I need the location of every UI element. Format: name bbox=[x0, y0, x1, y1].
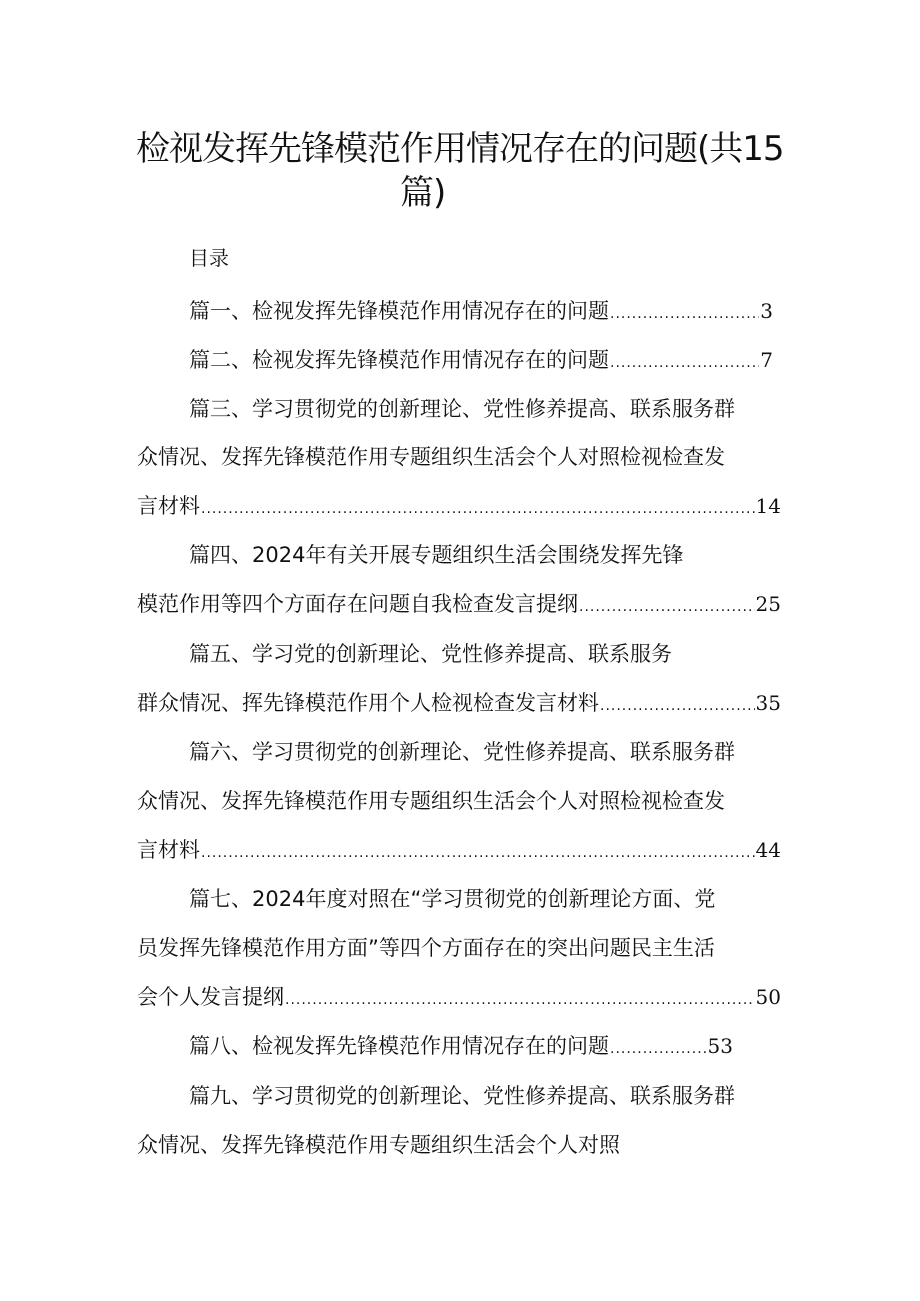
toc-entry-6-line2[interactable]: 众情况、发挥先锋模范作用专题组织生活会个人对照检视检查发 bbox=[137, 789, 725, 813]
toc-page-number: 3 bbox=[760, 299, 773, 323]
toc-leader-dots bbox=[201, 494, 755, 524]
toc-entry-text: 群众情况、挥先锋模范作用个人检视检查发言材料 bbox=[137, 691, 599, 715]
toc-entry-7-line2[interactable]: 员发挥先锋模范作用方面”等四个方面存在的突出问题民主生活 bbox=[137, 936, 715, 960]
toc-leader-dots bbox=[579, 592, 755, 622]
toc-entry-6-line3[interactable] bbox=[137, 835, 781, 868]
toc-leader-dots bbox=[201, 838, 755, 868]
toc-entry-text: 言材料 bbox=[137, 838, 200, 862]
document-title-line2: 篇) bbox=[400, 173, 446, 213]
toc-entry-1[interactable] bbox=[189, 296, 773, 329]
toc-page-number: 25 bbox=[755, 592, 781, 616]
toc-entry-text: 言材料 bbox=[137, 494, 200, 518]
document-title-line1: 检视发挥先锋模范作用情况存在的问题(共15 bbox=[136, 129, 784, 169]
toc-entry-text: 模范作用等四个方面存在问题自我检查发言提纲 bbox=[137, 592, 578, 616]
toc-leader-dots bbox=[285, 985, 755, 1015]
toc-entry-2[interactable] bbox=[189, 345, 773, 378]
toc-entry-5-line2[interactable] bbox=[137, 688, 781, 721]
toc-entry-6-line1[interactable]: 篇六、学习贯彻党的创新理论、党性修养提高、联系服务群 bbox=[189, 740, 735, 764]
toc-entry-3-line2[interactable]: 众情况、发挥先锋模范作用专题组织生活会个人对照检视检查发 bbox=[137, 445, 725, 469]
toc-entry-3-line3[interactable] bbox=[137, 491, 781, 524]
toc-entry-text: 篇八、检视发挥先锋模范作用情况存在的问题 bbox=[189, 1034, 609, 1058]
toc-leader-dots bbox=[610, 348, 759, 378]
toc-page-number: 35 bbox=[755, 691, 781, 715]
toc-entry-8[interactable] bbox=[189, 1031, 733, 1064]
toc-entry-7-line1[interactable]: 篇七、2024年度对照在“学习贯彻党的创新理论方面、党 bbox=[189, 887, 716, 911]
toc-page-number: 53 bbox=[707, 1034, 733, 1058]
toc-entry-7-line3[interactable] bbox=[137, 982, 781, 1015]
toc-entry-text: 篇一、检视发挥先锋模范作用情况存在的问题 bbox=[189, 299, 609, 323]
toc-entry-9-line1[interactable]: 篇九、学习贯彻党的创新理论、党性修养提高、联系服务群 bbox=[189, 1084, 735, 1108]
toc-entry-4-line2[interactable] bbox=[137, 589, 781, 622]
toc-leader-dots bbox=[610, 1034, 707, 1064]
toc-entry-4-line1[interactable]: 篇四、2024年有关开展专题组织生活会围绕发挥先锋 bbox=[189, 543, 684, 567]
toc-entry-text: 会个人发言提纲 bbox=[137, 985, 284, 1009]
toc-entry-text: 篇二、检视发挥先锋模范作用情况存在的问题 bbox=[189, 348, 609, 372]
toc-page-number: 44 bbox=[755, 838, 781, 862]
toc-entry-9-line2[interactable]: 众情况、发挥先锋模范作用专题组织生活会个人对照 bbox=[137, 1133, 620, 1157]
toc-leader-dots bbox=[600, 691, 755, 721]
toc-entry-3-line1[interactable]: 篇三、学习贯彻党的创新理论、党性修养提高、联系服务群 bbox=[189, 397, 735, 421]
toc-entry-5-line1[interactable]: 篇五、学习党的创新理论、党性修养提高、联系服务 bbox=[189, 642, 672, 666]
toc-page-number: 7 bbox=[760, 348, 773, 372]
toc-leader-dots bbox=[610, 299, 759, 329]
toc-heading: 目录 bbox=[189, 246, 229, 270]
toc-page-number: 14 bbox=[755, 494, 781, 518]
toc-page-number: 50 bbox=[755, 985, 781, 1009]
